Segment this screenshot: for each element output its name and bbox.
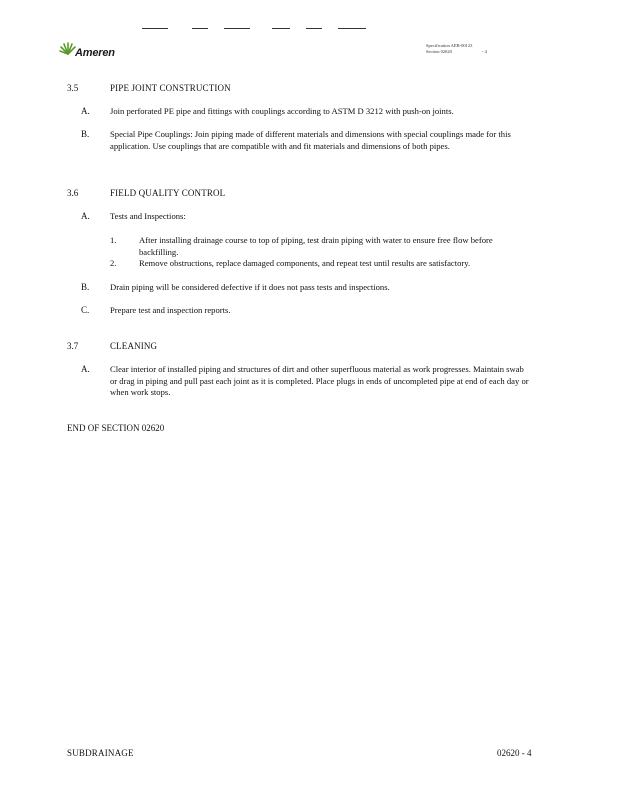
item-text: Drain piping will be considered defective if it does not pass tests and inspections. [110,282,390,292]
subitem-text: Remove obstructions, replace damaged components, and repeat test until results are satisfactory. [139,258,471,268]
spec-line: Specification AEB-00123 [426,43,473,48]
item-text: Tests and Inspections: [110,211,186,221]
section-title: FIELD QUALITY CONTROL [110,188,226,198]
header-rule [142,28,372,31]
header-spec-info [426,43,487,55]
item-letter: C. [81,305,90,315]
section-line: Section 02620 [426,49,452,54]
item-letter: B. [81,129,90,139]
item-text: Join perforated PE pipe and fittings with couplings according to ASTM D 3212 with push-on joints. [110,106,454,116]
item-text: Special Pipe Couplings: Join piping made of different materials and dimensions with special couplings made for this application. Use couplings that are compatible with and fit materials and dimensions of both pipes. [110,129,511,151]
item-text: Prepare test and inspection reports. [110,305,231,315]
subitem-number: 2. [110,258,117,268]
section-title: CLEANING [110,341,158,351]
logo-wordmark: Ameren [75,47,115,59]
footer-page-number: 02620 - 4 [497,748,532,758]
item-text: Clear interior of installed piping and structures of dirt and other superfluous material as work progresses. Maintain swab or drag in piping and pull past each joint as it is completed. Place plugs in ends of uncompleted pipe at end of each day or when work stops. [110,364,529,397]
footer-title: SUBDRAINAGE [67,748,134,758]
item-letter: B. [81,282,90,292]
item-letter: A. [81,106,90,116]
header-page-marker: - 4 [482,49,487,54]
section-number: 3.6 [67,188,79,198]
item-letter: A. [81,364,90,374]
subitem-text: After installing drainage course to top of piping, test drain piping with water to ensure free flow before backfilling. [139,235,493,257]
subitem-number: 1. [110,235,117,245]
section-number: 3.5 [67,83,79,93]
end-of-section: END OF SECTION 02620 [67,423,165,433]
ameren-logo [58,40,128,62]
section-number: 3.7 [67,341,79,351]
section-title: PIPE JOINT CONSTRUCTION [110,83,231,93]
item-letter: A. [81,211,90,221]
